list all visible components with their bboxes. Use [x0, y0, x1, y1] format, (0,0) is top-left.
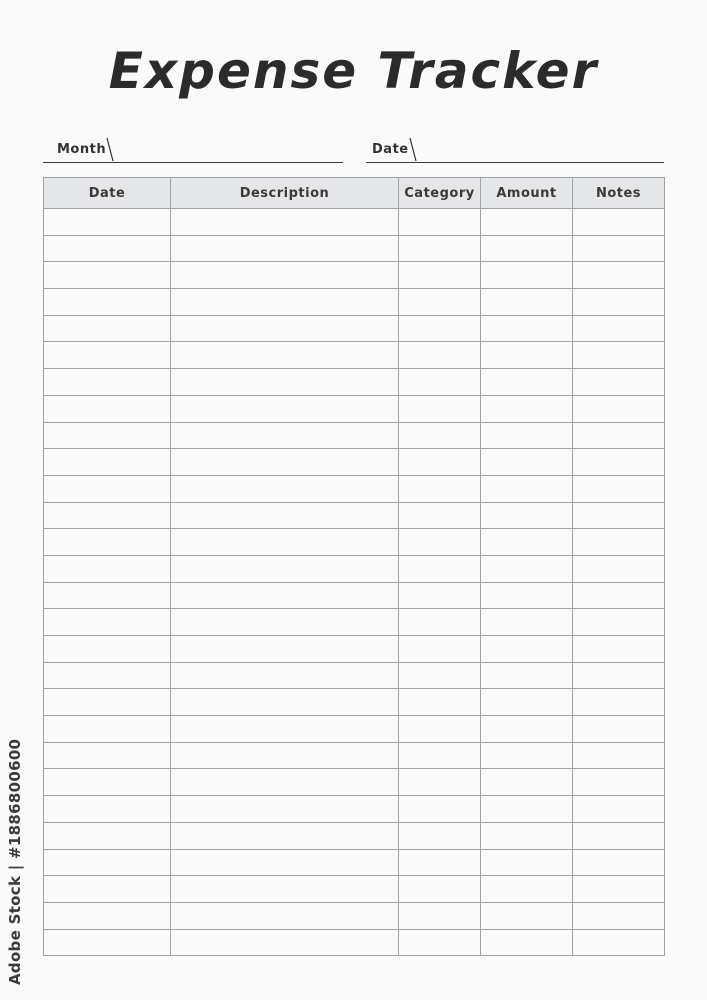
table-row [44, 582, 665, 609]
description-cell[interactable] [171, 262, 399, 289]
date-cell[interactable] [44, 822, 171, 849]
column-header-notes: Notes [573, 178, 665, 209]
notes-cell[interactable] [573, 822, 665, 849]
category-cell[interactable] [399, 609, 481, 636]
date-field[interactable] [366, 136, 664, 163]
category-cell[interactable] [399, 742, 481, 769]
description-cell[interactable] [171, 342, 399, 369]
month-label: Month [57, 142, 107, 157]
description-cell[interactable] [171, 822, 399, 849]
table-row [44, 422, 665, 449]
notes-cell[interactable] [573, 315, 665, 342]
description-cell[interactable] [171, 395, 399, 422]
category-cell[interactable] [399, 395, 481, 422]
amount-cell[interactable] [481, 342, 573, 369]
table-row [44, 929, 665, 956]
amount-cell[interactable] [481, 902, 573, 929]
description-cell[interactable] [171, 609, 399, 636]
amount-cell[interactable] [481, 502, 573, 529]
table-row [44, 822, 665, 849]
date-cell[interactable] [44, 902, 171, 929]
date-cell[interactable] [44, 529, 171, 556]
date-cell[interactable] [44, 555, 171, 582]
description-cell[interactable] [171, 529, 399, 556]
notes-cell[interactable] [573, 422, 665, 449]
date-cell[interactable] [44, 689, 171, 716]
notes-cell[interactable] [573, 636, 665, 663]
description-cell[interactable] [171, 369, 399, 396]
description-cell[interactable] [171, 876, 399, 903]
category-cell[interactable] [399, 769, 481, 796]
description-cell[interactable] [171, 929, 399, 956]
table-row [44, 449, 665, 476]
notes-cell[interactable] [573, 262, 665, 289]
amount-cell[interactable] [481, 529, 573, 556]
column-header-category: Category [399, 178, 481, 209]
category-cell[interactable] [399, 822, 481, 849]
date-cell[interactable] [44, 422, 171, 449]
category-cell[interactable] [399, 235, 481, 262]
amount-cell[interactable] [481, 742, 573, 769]
category-cell[interactable] [399, 796, 481, 823]
date-cell[interactable] [44, 315, 171, 342]
amount-cell[interactable] [481, 716, 573, 743]
description-cell[interactable] [171, 289, 399, 316]
notes-cell[interactable] [573, 555, 665, 582]
category-cell[interactable] [399, 315, 481, 342]
table-row [44, 395, 665, 422]
amount-cell[interactable] [481, 822, 573, 849]
date-cell[interactable] [44, 876, 171, 903]
table-row [44, 662, 665, 689]
amount-cell[interactable] [481, 422, 573, 449]
category-cell[interactable] [399, 502, 481, 529]
month-field[interactable] [43, 136, 343, 163]
description-cell[interactable] [171, 502, 399, 529]
date-cell[interactable] [44, 369, 171, 396]
amount-cell[interactable] [481, 769, 573, 796]
notes-cell[interactable] [573, 529, 665, 556]
description-cell[interactable] [171, 555, 399, 582]
description-cell[interactable] [171, 796, 399, 823]
date-cell[interactable] [44, 449, 171, 476]
amount-cell[interactable] [481, 689, 573, 716]
date-cell[interactable] [44, 796, 171, 823]
description-cell[interactable] [171, 769, 399, 796]
category-cell[interactable] [399, 582, 481, 609]
description-cell[interactable] [171, 716, 399, 743]
notes-cell[interactable] [573, 849, 665, 876]
description-cell[interactable] [171, 315, 399, 342]
description-cell[interactable] [171, 209, 399, 236]
date-cell[interactable] [44, 769, 171, 796]
slash-divider [408, 136, 418, 162]
expense-table [43, 177, 665, 956]
notes-cell[interactable] [573, 502, 665, 529]
amount-cell[interactable] [481, 209, 573, 236]
notes-cell[interactable] [573, 716, 665, 743]
date-cell[interactable] [44, 662, 171, 689]
date-cell[interactable] [44, 342, 171, 369]
amount-cell[interactable] [481, 289, 573, 316]
date-cell[interactable] [44, 609, 171, 636]
notes-cell[interactable] [573, 235, 665, 262]
date-cell[interactable] [44, 235, 171, 262]
category-cell[interactable] [399, 342, 481, 369]
category-cell[interactable] [399, 475, 481, 502]
category-cell[interactable] [399, 716, 481, 743]
category-cell[interactable] [399, 289, 481, 316]
category-cell[interactable] [399, 876, 481, 903]
amount-cell[interactable] [481, 796, 573, 823]
table-row [44, 796, 665, 823]
notes-cell[interactable] [573, 796, 665, 823]
amount-cell[interactable] [481, 475, 573, 502]
date-cell[interactable] [44, 502, 171, 529]
description-cell[interactable] [171, 582, 399, 609]
notes-cell[interactable] [573, 395, 665, 422]
category-cell[interactable] [399, 422, 481, 449]
stock-watermark: Adobe Stock | #1886800600 [6, 738, 24, 985]
table-row [44, 342, 665, 369]
notes-cell[interactable] [573, 662, 665, 689]
notes-cell[interactable] [573, 449, 665, 476]
amount-cell[interactable] [481, 609, 573, 636]
notes-cell[interactable] [573, 876, 665, 903]
date-cell[interactable] [44, 262, 171, 289]
notes-cell[interactable] [573, 342, 665, 369]
category-cell[interactable] [399, 636, 481, 663]
amount-cell[interactable] [481, 555, 573, 582]
amount-cell[interactable] [481, 876, 573, 903]
description-cell[interactable] [171, 742, 399, 769]
amount-cell[interactable] [481, 582, 573, 609]
amount-cell[interactable] [481, 849, 573, 876]
category-cell[interactable] [399, 689, 481, 716]
category-cell[interactable] [399, 449, 481, 476]
table-row [44, 209, 665, 236]
table-row [44, 902, 665, 929]
table-row [44, 742, 665, 769]
amount-cell[interactable] [481, 262, 573, 289]
notes-cell[interactable] [573, 769, 665, 796]
notes-cell[interactable] [573, 475, 665, 502]
table-row [44, 716, 665, 743]
category-cell[interactable] [399, 662, 481, 689]
table-row [44, 636, 665, 663]
description-cell[interactable] [171, 689, 399, 716]
notes-cell[interactable] [573, 289, 665, 316]
amount-cell[interactable] [481, 395, 573, 422]
date-label: Date [372, 142, 409, 157]
column-header-description: Description [171, 178, 399, 209]
description-cell[interactable] [171, 449, 399, 476]
table-row [44, 529, 665, 556]
date-cell[interactable] [44, 742, 171, 769]
table-row [44, 502, 665, 529]
category-cell[interactable] [399, 529, 481, 556]
table-row [44, 235, 665, 262]
notes-cell[interactable] [573, 582, 665, 609]
description-cell[interactable] [171, 902, 399, 929]
amount-cell[interactable] [481, 235, 573, 262]
amount-cell[interactable] [481, 929, 573, 956]
table-row [44, 769, 665, 796]
description-cell[interactable] [171, 422, 399, 449]
amount-cell[interactable] [481, 369, 573, 396]
amount-cell[interactable] [481, 662, 573, 689]
notes-cell[interactable] [573, 902, 665, 929]
table-row [44, 849, 665, 876]
notes-cell[interactable] [573, 209, 665, 236]
date-cell[interactable] [44, 289, 171, 316]
notes-cell[interactable] [573, 609, 665, 636]
table-body [44, 209, 665, 956]
date-cell[interactable] [44, 582, 171, 609]
notes-cell[interactable] [573, 929, 665, 956]
slash-divider [105, 136, 115, 162]
table-row [44, 876, 665, 903]
table-row [44, 369, 665, 396]
date-cell[interactable] [44, 716, 171, 743]
category-cell[interactable] [399, 555, 481, 582]
description-cell[interactable] [171, 662, 399, 689]
table-row [44, 262, 665, 289]
table-row [44, 315, 665, 342]
description-cell[interactable] [171, 475, 399, 502]
date-cell[interactable] [44, 929, 171, 956]
category-cell[interactable] [399, 849, 481, 876]
notes-cell[interactable] [573, 369, 665, 396]
category-cell[interactable] [399, 902, 481, 929]
date-cell[interactable] [44, 636, 171, 663]
column-header-date: Date [44, 178, 171, 209]
amount-cell[interactable] [481, 449, 573, 476]
date-cell[interactable] [44, 209, 171, 236]
category-cell[interactable] [399, 929, 481, 956]
category-cell[interactable] [399, 209, 481, 236]
table-row [44, 555, 665, 582]
table-row [44, 289, 665, 316]
description-cell[interactable] [171, 235, 399, 262]
category-cell[interactable] [399, 262, 481, 289]
amount-cell[interactable] [481, 315, 573, 342]
description-cell[interactable] [171, 636, 399, 663]
date-cell[interactable] [44, 395, 171, 422]
notes-cell[interactable] [573, 742, 665, 769]
table-row [44, 609, 665, 636]
amount-cell[interactable] [481, 636, 573, 663]
column-header-amount: Amount [481, 178, 573, 209]
date-cell[interactable] [44, 475, 171, 502]
category-cell[interactable] [399, 369, 481, 396]
table-row [44, 689, 665, 716]
description-cell[interactable] [171, 849, 399, 876]
page-title: Expense Tracker [108, 42, 599, 100]
table-row [44, 475, 665, 502]
date-cell[interactable] [44, 849, 171, 876]
notes-cell[interactable] [573, 689, 665, 716]
header-row [44, 178, 665, 209]
